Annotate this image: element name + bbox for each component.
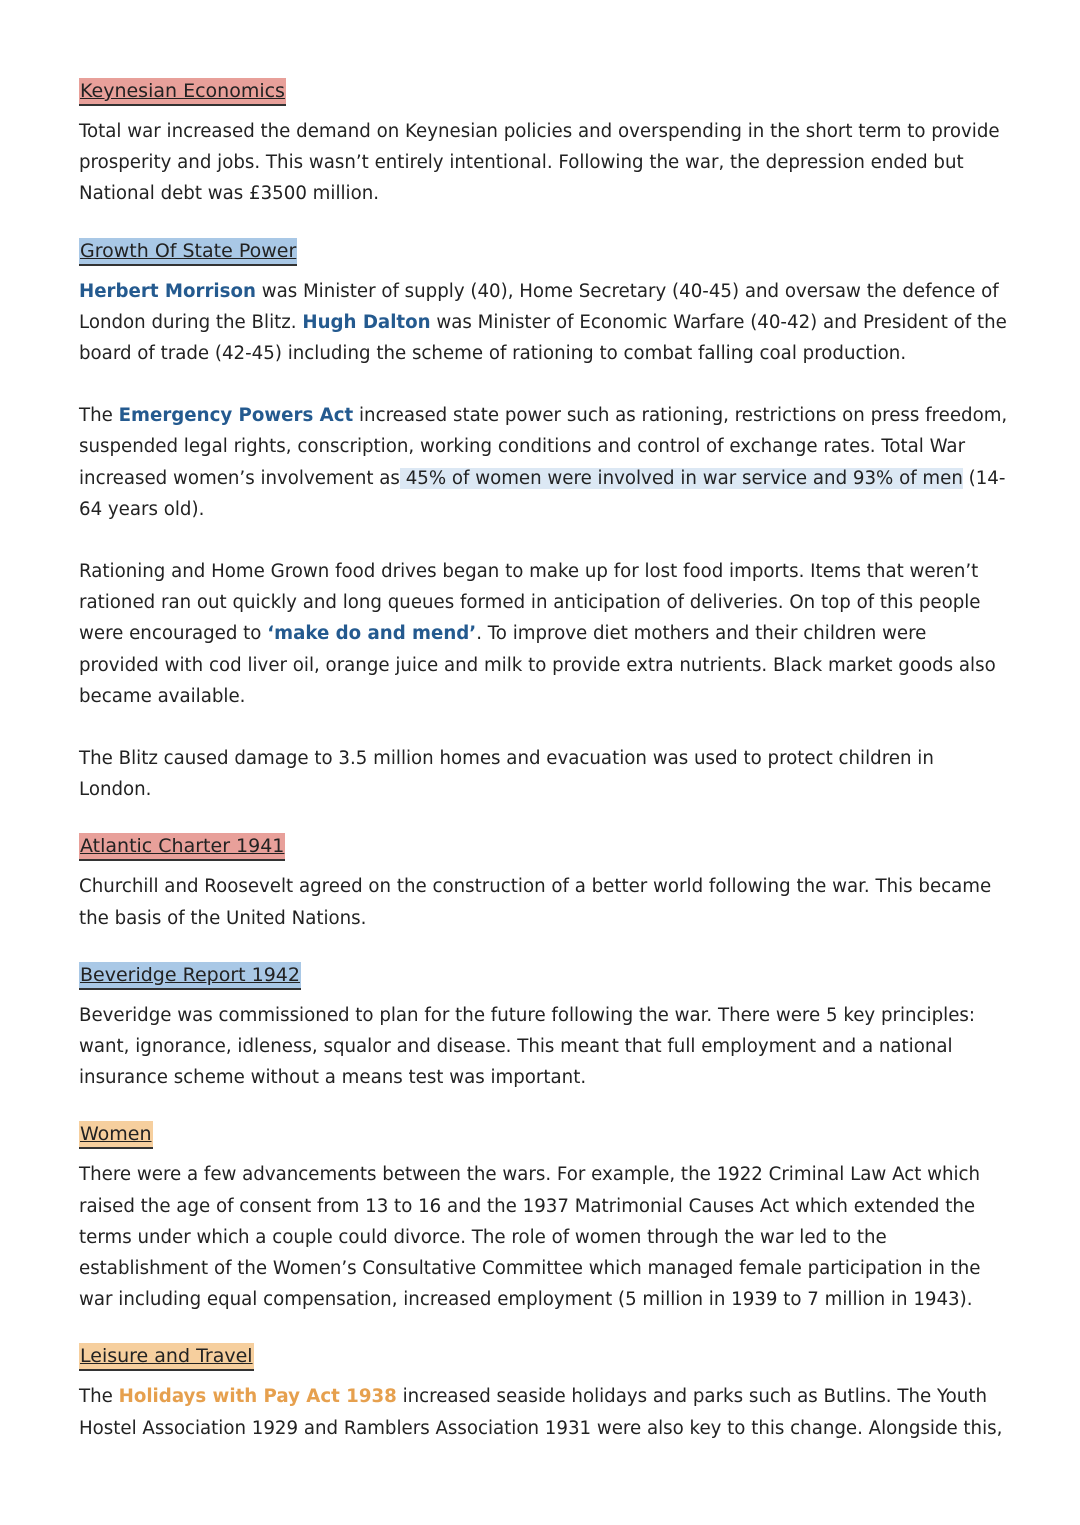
paragraph-blitz: The Blitz caused damage to 3.5 million homes and evacuation was used to protect children in London. (79, 748, 934, 801)
heading-atlantic-charter: Atlantic Charter 1941 (79, 833, 285, 861)
name-hugh-dalton: Hugh Dalton (302, 311, 431, 333)
text-span: (14-64 years old). (79, 467, 1006, 520)
paragraph-leisure (79, 1381, 1009, 1443)
heading-leisure-and-travel: Leisure and Travel (79, 1343, 254, 1371)
emergency-powers-act: Emergency Powers Act (118, 405, 354, 427)
name-herbert-morrison: Herbert Morrison (79, 280, 256, 302)
text-span: Rationing and Home Grown food drives began to make up for lost food imports. Items that weren’t rationed ran out quickly and long queues formed in anticipation of deliveries. On top of this people were encouraged to (79, 561, 981, 645)
text-span: . To improve diet mothers and their children were provided with cod liver oil, orange juice and milk to provide extra nutrients. Black market goods also became available. (79, 623, 996, 707)
heading-women: Women (79, 1121, 153, 1149)
highlighted-statistic: 45% of women were involved in war service and 93% of men (399, 467, 963, 489)
document-page (79, 78, 1009, 1444)
text-span: increased state power such as rationing, restrictions on press freedom, suspended legal rights, conscription, working conditions and control of exchange rates. Total War increased women’s involvement as (79, 405, 1008, 489)
paragraph-beveridge: Beveridge was commissioned to plan for the future following the war. There were 5 key principles: want, ignorance, idleness, squalor and disease. This meant that full employment and a national insurance scheme without a means test was important. (79, 1004, 975, 1089)
paragraph-keynesian: Total war increased the demand on Keynesian policies and overspending in the short term to provide prosperity and jobs. This wasn’t entirely intentional. Following the war, the depression ended but National debt was £3500 million. (79, 121, 1000, 205)
paragraph-emergency-powers (79, 400, 1009, 525)
heading-keynesian-economics: Keynesian Economics (79, 78, 286, 106)
heading-growth-of-state-power: Growth Of State Power (79, 238, 297, 266)
text-span: The (79, 405, 119, 427)
make-do-and-mend: ‘make do and mend’ (267, 623, 477, 645)
paragraph-women: There were a few advancements between the wars. For example, the 1922 Criminal Law Act which raised the age of consent from 13 to 16 and the 1937 Matrimonial Causes Act which extended the terms under which a couple could divorce. The role of women through the war led to the establishment of the Women’s Consultative Committee which managed female participation in the war including equal compensation, increased employment (5 million in 1939 to 7 million in 1943). (79, 1164, 981, 1311)
text-span: was Minister of Economic Warfare (40-42) and President of the board of trade (42-45) including the scheme of rationing to combat falling coal production. (79, 311, 1007, 365)
holidays-with-pay-act: Holidays with Pay Act 1938 (118, 1386, 397, 1408)
heading-beveridge-report: Beveridge Report 1942 (79, 962, 301, 990)
paragraph-ministers (79, 276, 1009, 370)
text-span: increased seaside holidays and parks such as Butlins. The Youth Hostel Association 1929 and Ramblers Association 1931 were also key to this change. Alongside this, (79, 1386, 1003, 1439)
paragraph-rationing (79, 556, 1009, 712)
paragraph-atlantic: Churchill and Roosevelt agreed on the construction of a better world following the war. This became the basis of the United Nations. (79, 876, 992, 929)
text-span: The (79, 1386, 119, 1408)
text-span: was Minister of supply (40), Home Secretary (40-45) and oversaw the defence of London during the Blitz. (79, 280, 999, 333)
